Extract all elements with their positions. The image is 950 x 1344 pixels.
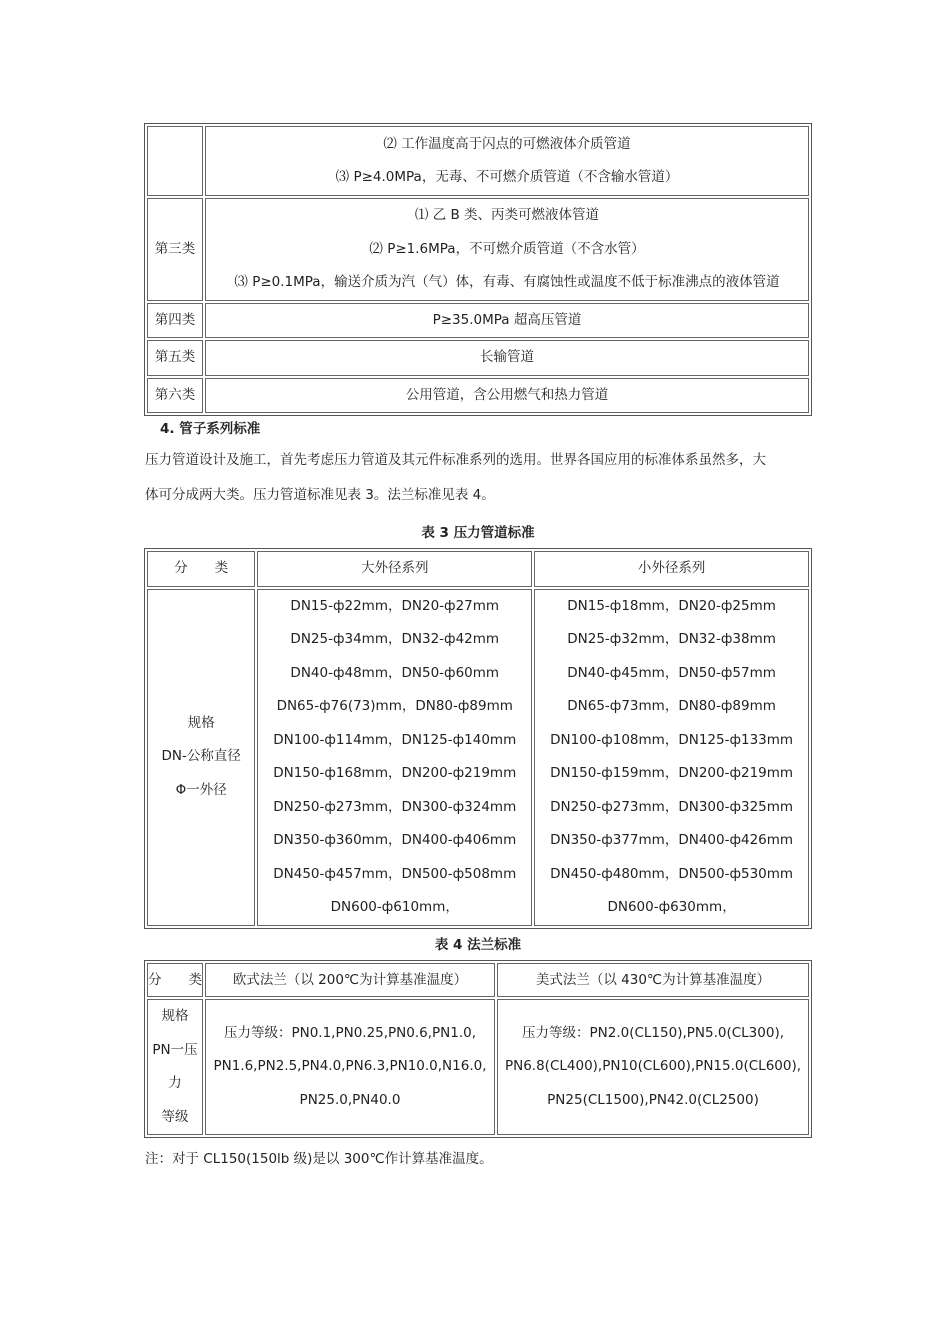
table-row: [147, 340, 809, 376]
description-line: ⑵ 工作温度高于闪点的可燃液体介质管道: [383, 135, 631, 152]
column-header: 美式法兰（以 430℃为计算基准温度）: [497, 963, 809, 997]
section-heading: 4. 管子系列标准: [160, 421, 261, 437]
body-paragraph-line: 压力管道设计及施工，首先考虑压力管道及其元件标准系列的选用。世界各国应用的标准体系虽然多，大: [145, 452, 766, 468]
category-cell: 第四类: [147, 303, 203, 339]
category-line: PN一压: [152, 1041, 198, 1058]
size-line: DN450-ф457mm，DN500-ф508mm: [273, 865, 517, 882]
table-row: [147, 198, 809, 301]
category-cell: [147, 589, 255, 926]
table-caption: 表 3 压力管道标准: [421, 525, 535, 541]
size-line: DN150-ф159mm，DN200-ф219mm: [550, 765, 794, 781]
size-line: DN25-ф32mm，DN32-ф38mm: [567, 631, 776, 647]
category-line: Φ一外径: [175, 781, 227, 798]
description-line: ⑴ 乙 B 类、丙类可燃液体管道: [414, 207, 600, 223]
category-cell: [147, 126, 203, 196]
size-line: DN350-ф377mm，DN400-ф426mm: [550, 832, 794, 848]
category-cell: [147, 999, 203, 1135]
size-line: DN600-ф630mm，: [607, 899, 736, 915]
us-flange-cell: [497, 999, 809, 1135]
large-diameter-cell: [257, 589, 532, 926]
grade-line: PN25.0,PN40.0: [299, 1091, 401, 1108]
column-header: 大外径系列: [257, 551, 532, 587]
size-line: DN25-ф34mm，DN32-ф42mm: [290, 631, 500, 647]
size-line: DN450-ф480mm，DN500-ф530mm: [550, 865, 794, 882]
category-cell: 第三类: [147, 198, 203, 301]
description-cell: 公用管道，含公用燃气和热力管道: [205, 378, 809, 414]
category-line: 等级: [161, 1108, 189, 1125]
size-line: DN15-ф22mm，DN20-ф27mm: [290, 597, 500, 614]
table-caption: 表 4 法兰标准: [434, 937, 522, 953]
pipeline-category-table: [145, 124, 811, 415]
size-line: DN150-ф168mm，DN200-ф219mm: [273, 765, 517, 781]
size-line: DN250-ф273mm，DN300-ф325mm: [550, 798, 794, 815]
category-line: 规格: [161, 1008, 189, 1024]
table-header-row: [147, 963, 809, 997]
pressure-pipe-standard-table: [145, 549, 811, 928]
grade-line: PN25(CL1500),PN42.0(CL2500): [547, 1091, 759, 1108]
euro-flange-cell: [205, 999, 495, 1135]
size-line: DN40-ф48mm，DN50-ф60mm: [290, 664, 500, 681]
description-line: ⑶ P≥0.1MPa，输送介质为汽（气）体，有毒、有腐蚀性或温度不低于标准沸点的液体管道: [234, 274, 780, 290]
size-line: DN350-ф360mm，DN400-ф406mm: [273, 832, 517, 848]
size-line: DN100-ф108mm，DN125-ф133mm: [550, 731, 794, 748]
category-line: DN-公称直径: [161, 748, 241, 765]
table-row: [147, 999, 809, 1135]
column-header: 分 类: [147, 551, 255, 587]
description-cell: P≥35.0MPa 超高压管道: [205, 303, 809, 339]
category-line: 规格: [187, 714, 215, 731]
description-cell: [205, 198, 809, 301]
description-line: ⑵ P≥1.6MPa，不可燃介质管道（不含水管）: [369, 240, 645, 257]
small-diameter-cell: [534, 589, 809, 926]
size-line: DN250-ф273mm，DN300-ф324mm: [273, 798, 517, 815]
size-line: DN65-ф76(73)mm，DN80-ф89mm: [276, 698, 513, 714]
size-line: DN100-ф114mm，DN125-ф140mm: [273, 731, 517, 748]
description-line: ⑶ P≥4.0MPa，无毒、不可燃介质管道（不含输水管道）: [335, 169, 679, 185]
grade-line: PN6.8(CL400),PN10(CL600),PN15.0(CL600),: [504, 1058, 802, 1075]
grade-line: 压力等级：PN2.0(CL150),PN5.0(CL300),: [522, 1024, 784, 1041]
table-header-row: [147, 551, 809, 587]
table-row: [147, 589, 809, 926]
grade-line: PN1.6,PN2.5,PN4.0,PN6.3,PN10.0,N16.0,: [213, 1058, 487, 1075]
grade-line: 压力等级：PN0.1,PN0.25,PN0.6,PN1.0,: [223, 1024, 477, 1041]
flange-standard-table: [145, 961, 811, 1137]
body-paragraph-line: 体可分成两大类。压力管道标准见表 3。法兰标准见表 4。: [145, 487, 495, 503]
size-line: DN15-ф18mm，DN20-ф25mm: [567, 597, 776, 614]
category-cell: 第五类: [147, 340, 203, 376]
table-row: [147, 378, 809, 414]
category-cell: 第六类: [147, 378, 203, 414]
description-cell: [205, 126, 809, 196]
column-header: 欧式法兰（以 200℃为计算基准温度）: [205, 963, 495, 997]
size-line: DN65-ф73mm，DN80-ф89mm: [567, 698, 776, 714]
category-line: 力: [168, 1075, 182, 1091]
footnote: 注：对于 CL150(150lb 级)是以 300℃作计算基准温度。: [145, 1151, 493, 1167]
size-line: DN40-ф45mm，DN50-ф57mm: [567, 664, 776, 681]
description-cell: 长输管道: [205, 340, 809, 376]
size-line: DN600-ф610mm，: [330, 899, 459, 915]
column-header: 分 类: [147, 963, 203, 997]
table-row: [147, 126, 809, 196]
table-row: [147, 303, 809, 339]
column-header: 小外径系列: [534, 551, 809, 587]
